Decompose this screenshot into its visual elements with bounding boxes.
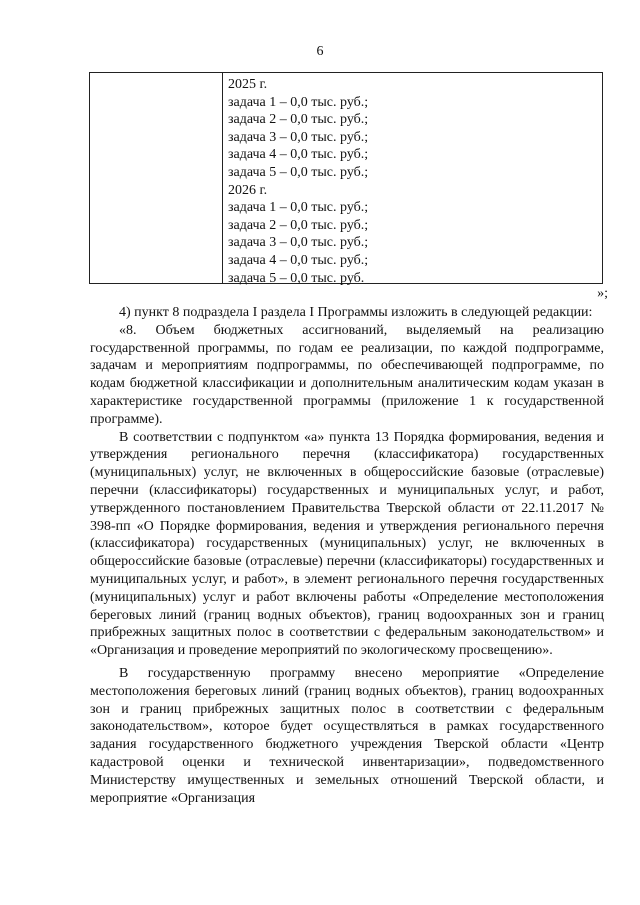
table-line-task: задача 2 – 0,0 тыс. руб.; [228,112,369,128]
quote-close-mark: »; [597,286,608,301]
table-line-task: задача 1 – 0,0 тыс. руб.; [228,94,369,110]
paragraph-program-measures: В государственную программу внесено мероприятие «Определение местоположения береговых линий (границ водных объектов), границ водоохранных зон и границ прибрежных защитных полос в соответствии с федеральным законодательством», которое будет осуществляться в рамках государственного задания государственного бюджетного учреждения Тверской области «Центр кадастровой оценки и технической инвентаризации», подведомственного Министерству имущественных и земельных отношений Тверской области, и мероприятие «Организация [90,665,604,806]
paragraph-regional-list: В соответствии с подпунктом «а» пункта 13 Порядка формирования, ведения и утверждения регионального перечня (классификатора) государственных (муниципальных) услуг, не включенных в общероссийские базовые (отраслевые) перечни (классификаторы) государственных и муниципальных услуг, и работ, утвержденного постановлением Правительства Тверской области от 22.11.2017 № 398-пп «О Порядке формирования, ведения и утверждения регионального перечня (классификатора) государственных (муниципальных) услуг, не включенных в общероссийские базовые (отраслевые) перечни (классификаторы) государственных и муниципальных услуг, и работ», в элемент регионального перечня государственных (муниципальных) услуг и работ включены работы «Определение местоположения береговых линий (границ водных объектов), границ водоохранных зон и границ прибрежных защитных полос в соответствии с федеральным законодательством» и «Организация и проведение мероприятий по экологическому просвещению». [90,429,604,659]
table-line-task: задача 5 – 0,0 тыс. руб. [228,270,365,286]
table-column-divider [222,73,223,283]
table-line-year-2025: 2025 г. [228,77,268,92]
table-line-task: задача 3 – 0,0 тыс. руб.; [228,235,369,251]
table-line-task: задача 5 – 0,0 тыс. руб.; [228,164,369,180]
document-body [90,304,604,807]
paragraph-amendment: 4) пункт 8 подраздела I раздела I Программы изложить в следующей редакции: [119,305,593,320]
table-line-task: задача 3 – 0,0 тыс. руб.; [228,129,369,145]
budget-table [89,72,603,284]
paragraph-item-8: «8. Объем бюджетных ассигнований, выделяемый на реализацию государственной программы, по годам ее реализации, по каждой подпрограмме, задачам и мероприятиям подпрограммы, по обеспечивающей подпрограмме, по кодам бюджетной классификации и дополнительным аналитическим кодам указан в характеристике государственной программы (приложение 1 к государственной программе). [90,322,604,427]
page-number: 6 [316,44,324,59]
table-line-task: задача 2 – 0,0 тыс. руб.; [228,217,369,233]
table-line-task: задача 4 – 0,0 тыс. руб.; [228,252,369,268]
table-cell-budget [228,76,368,287]
table-line-task: задача 1 – 0,0 тыс. руб.; [228,200,369,216]
table-line-task: задача 4 – 0,0 тыс. руб.; [228,147,369,163]
table-line-year-2026: 2026 г. [228,182,268,198]
